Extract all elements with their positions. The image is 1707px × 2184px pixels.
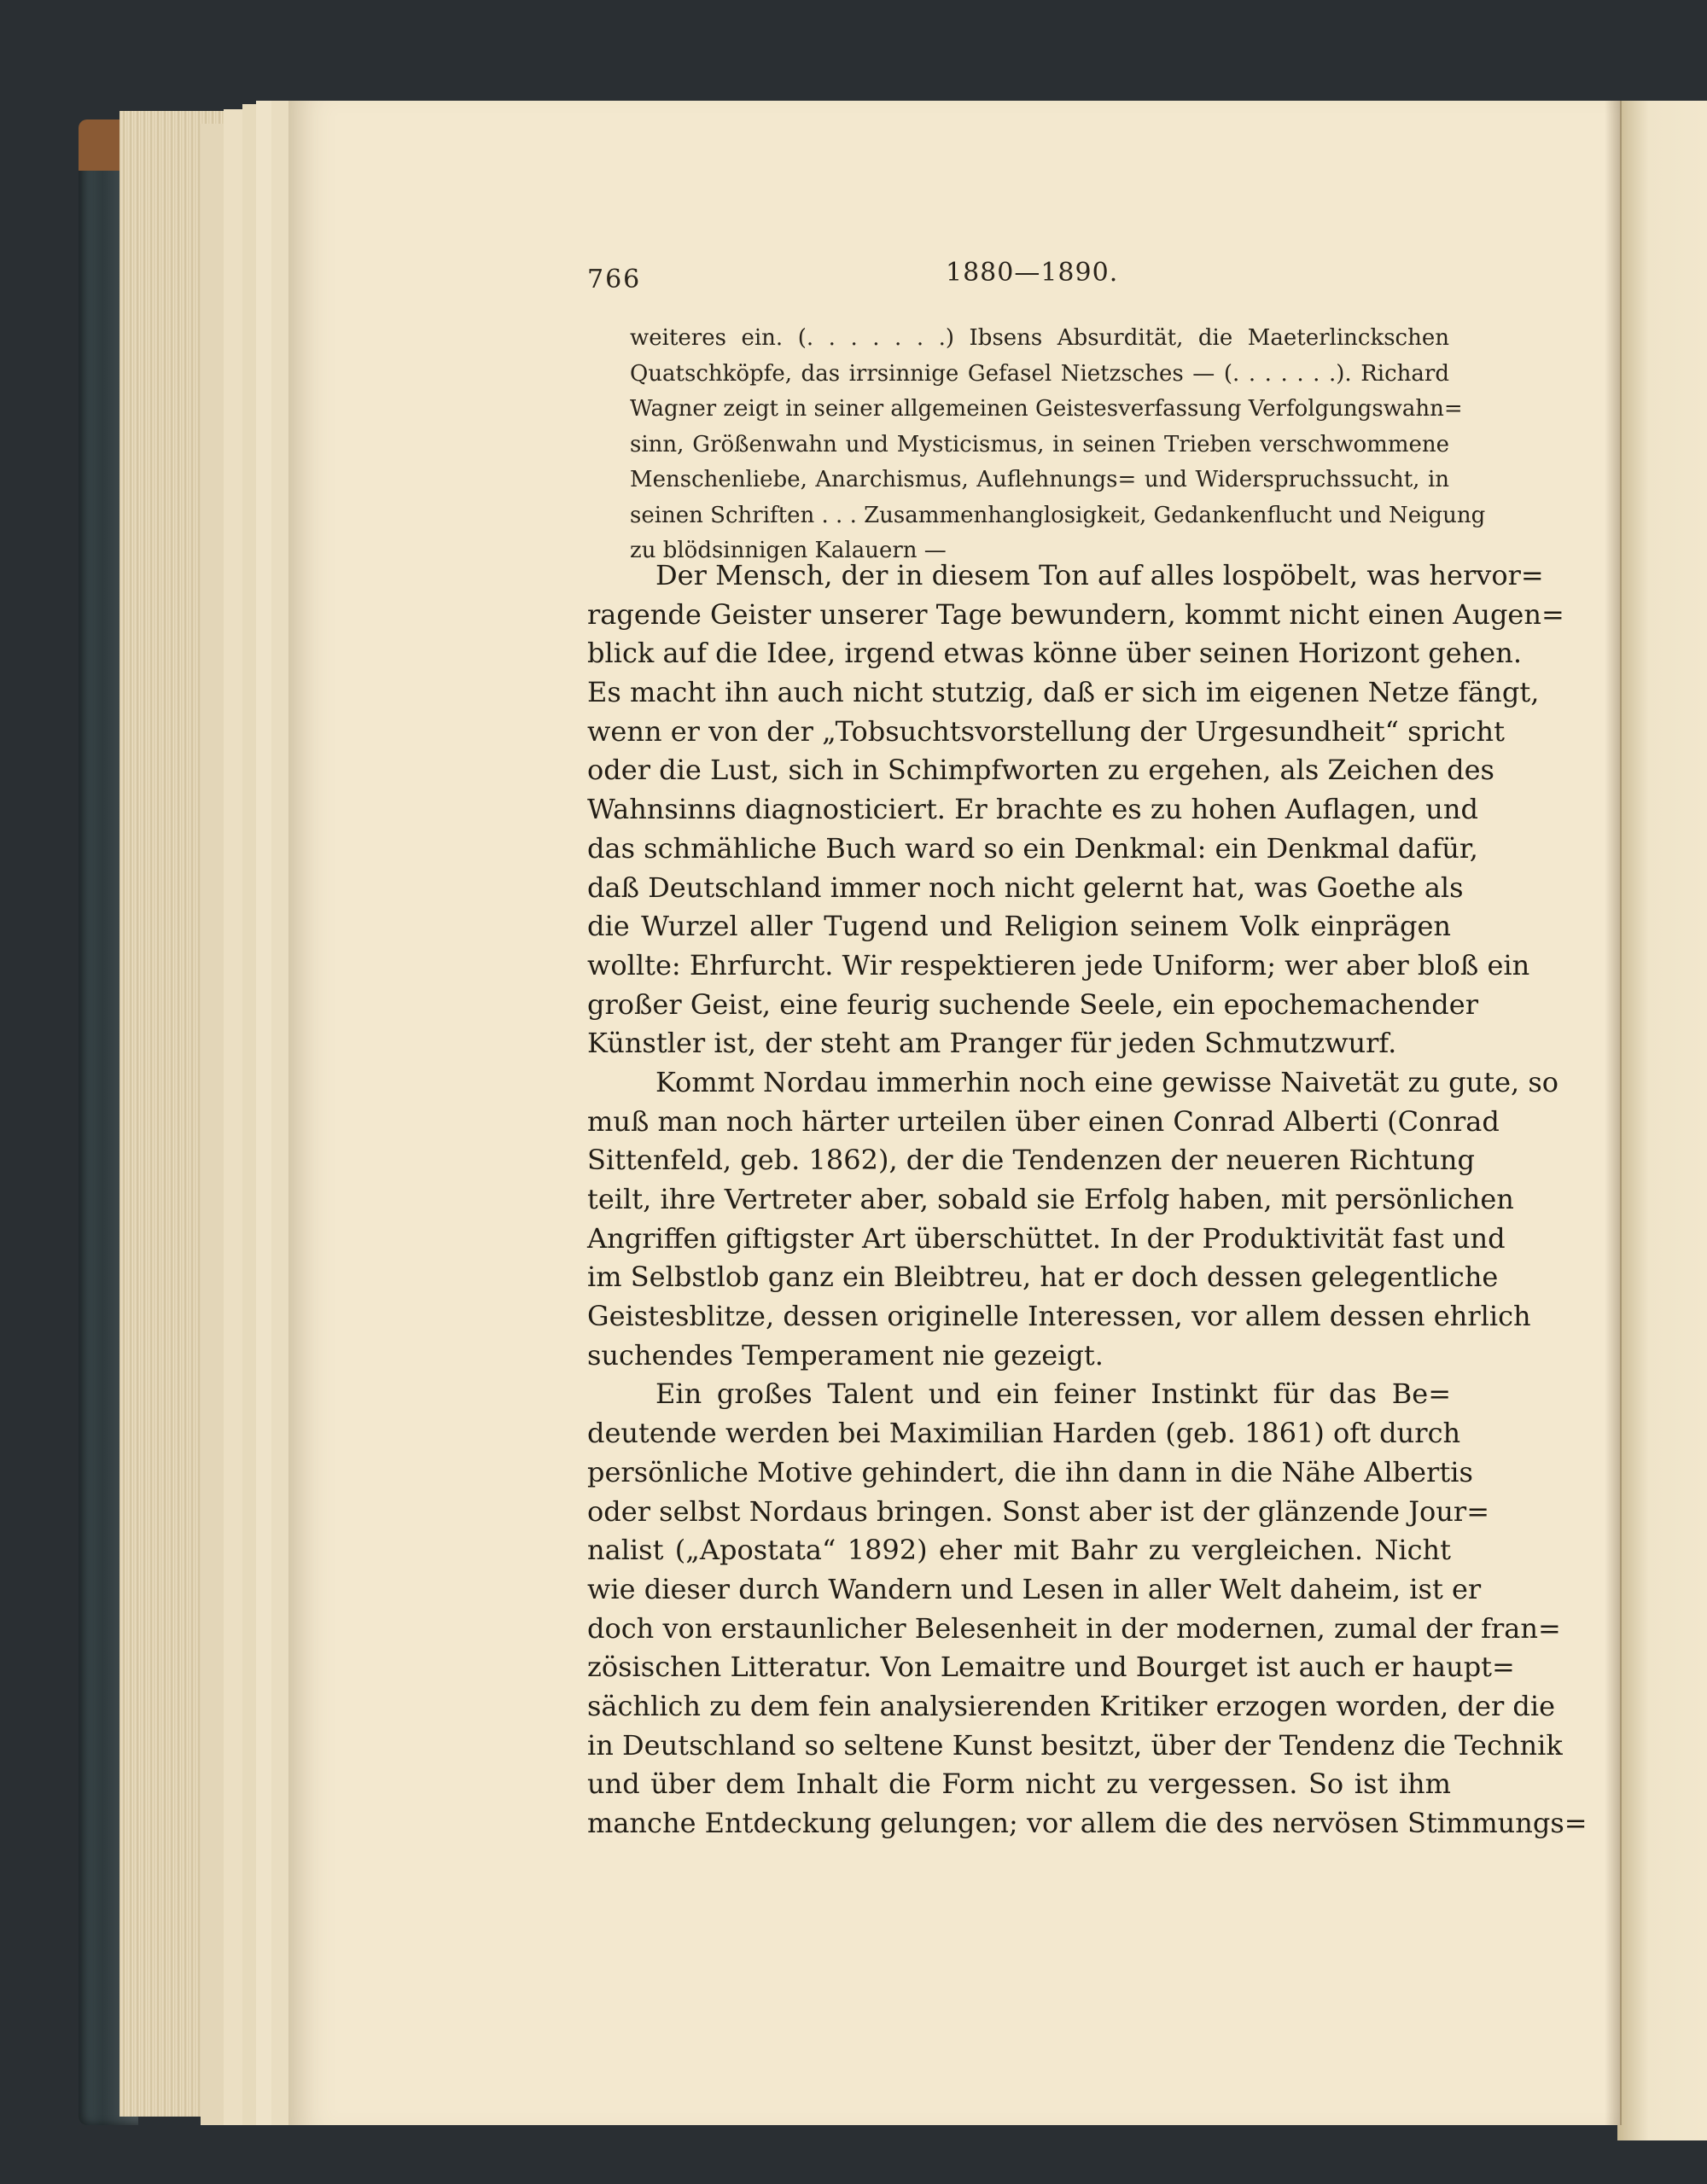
text-line: Wahnsinns diagnosticiert. Er brachte es zu hohen Auflagen, und bbox=[587, 793, 1478, 826]
paragraph bbox=[587, 1063, 1559, 1376]
page-header bbox=[587, 258, 1449, 300]
text-line: wenn er von der „Tobsuchtsvorstellung der Urgesundheit“ spricht bbox=[587, 714, 1505, 748]
page-number: 766 bbox=[587, 265, 642, 294]
text-line: daß Deutschland immer noch nicht gelernt hat, was Goethe als bbox=[587, 871, 1464, 904]
text-line: die Wurzel aller Tugend und Religion seinem Volk einprägen bbox=[587, 910, 1451, 943]
running-title: 1880—1890. bbox=[946, 258, 1119, 288]
text-line: und über dem Inhalt die Form nicht zu vergessen. So ist ihm bbox=[587, 1768, 1451, 1801]
quote-line: zu blödsinnigen Kalauern — bbox=[630, 538, 947, 563]
text-line: das schmähliche Buch ward so ein Denkmal: ein Denkmal dafür, bbox=[587, 831, 1478, 865]
text-line: oder selbst Nordaus bringen. Sonst aber ist der glänzende Jour= bbox=[587, 1494, 1490, 1528]
block-quote bbox=[630, 321, 1486, 569]
text-line: wollte: Ehrfurcht. Wir respektieren jede Uniform; wer aber bloß ein bbox=[587, 948, 1530, 981]
text-line: Der Mensch, der in diesem Ton auf alles lospöbelt, was hervor= bbox=[655, 559, 1544, 591]
quote-line: seinen Schriften . . . Zusammenhanglosigkeit, Gedankenflucht und Neigung bbox=[630, 502, 1486, 528]
text-line: Kommt Nordau immerhin noch eine gewisse Naivetät zu gute, so bbox=[655, 1065, 1559, 1098]
text-line: deutende werden bei Maximilian Harden (geb. 1861) oft durch bbox=[587, 1417, 1461, 1450]
text-line: teilt, ihre Vertreter aber, sobald sie Erfolg haben, mit persönlichen bbox=[587, 1183, 1514, 1215]
text-line: Künstler ist, der steht am Pranger für jeden Schmutzwurf. bbox=[587, 1027, 1397, 1060]
text-line: doch von erstaunlicher Belesenheit in der modernen, zumal der fran= bbox=[587, 1611, 1561, 1645]
paragraph bbox=[587, 556, 1564, 1063]
text-line: oder die Lust, sich in Schimpfworten zu ergehen, als Zeichen des bbox=[587, 754, 1494, 787]
text-line: nalist („Apostata“ 1892) eher mit Bahr zu vergleichen. Nicht bbox=[587, 1534, 1451, 1567]
quote-line: weiteres ein. (. . . . . . .) Ibsens Absurdität, die Maeterlinckschen bbox=[630, 325, 1449, 351]
text-line: großer Geist, eine feurig suchende Seele, ein epochemachender bbox=[587, 987, 1478, 1021]
quote-line: Menschenliebe, Anarchismus, Auflehnungs= und Widerspruchssucht, in bbox=[630, 467, 1449, 492]
quote-line: sinn, Größenwahn und Mysticismus, in seinen Trieben verschwommene bbox=[630, 431, 1449, 457]
body-text bbox=[587, 556, 1588, 1843]
text-line: wie dieser durch Wandern und Lesen in aller Welt daheim, ist er bbox=[587, 1572, 1482, 1605]
text-line: Angriffen giftigster Art überschüttet. In der Produktivität fast und bbox=[587, 1221, 1506, 1255]
text-line: blick auf die Idee, irgend etwas könne über seinen Horizont gehen. bbox=[587, 637, 1523, 670]
text-line: manche Entdeckung gelungen; vor allem die des nervösen Stimmungs= bbox=[587, 1807, 1588, 1839]
text-line: ragende Geister unserer Tage bewundern, kommt nicht einen Augen= bbox=[587, 597, 1564, 631]
text-line: muß man noch härter urteilen über einen Conrad Alberti (Conrad bbox=[587, 1104, 1500, 1138]
text-line: sächlich zu dem fein analysierenden Kritiker erzogen worden, der die bbox=[587, 1689, 1556, 1722]
page-gutter bbox=[1605, 101, 1622, 2125]
text-line: Es macht ihn auch nicht stutzig, daß er sich im eigenen Netze fängt, bbox=[587, 676, 1540, 709]
text-line: Geistesblitze, dessen originelle Interessen, vor allem dessen ehrlich bbox=[587, 1300, 1531, 1333]
text-line: persönliche Motive gehindert, die ihn dann in die Nähe Albertis bbox=[587, 1455, 1473, 1488]
text-line: zösischen Litteratur. Von Lemaitre und Bourget ist auch er haupt= bbox=[587, 1651, 1515, 1684]
text-line: im Selbstlob ganz ein Bleibtreu, hat er doch dessen gelegentliche bbox=[587, 1261, 1499, 1294]
quote-line: Wagner zeigt in seiner allgemeinen Geistesverfassung Verfolgungswahn= bbox=[630, 396, 1463, 422]
facing-page bbox=[1617, 101, 1707, 2140]
text-line: Sittenfeld, geb. 1862), der die Tendenzen der neueren Richtung bbox=[587, 1144, 1475, 1177]
paragraph bbox=[587, 1375, 1588, 1843]
text-line: in Deutschland so seltene Kunst besitzt, über der Tendenz die Technik bbox=[587, 1728, 1563, 1762]
text-line: Ein großes Talent und ein feiner Instinkt für das Be= bbox=[655, 1377, 1451, 1411]
quote-line: Quatschköpfe, das irrsinnige Gefasel Nietzsches — (. . . . . . .). Richard bbox=[630, 360, 1449, 387]
text-line: suchendes Temperament nie gezeigt. bbox=[587, 1338, 1104, 1372]
